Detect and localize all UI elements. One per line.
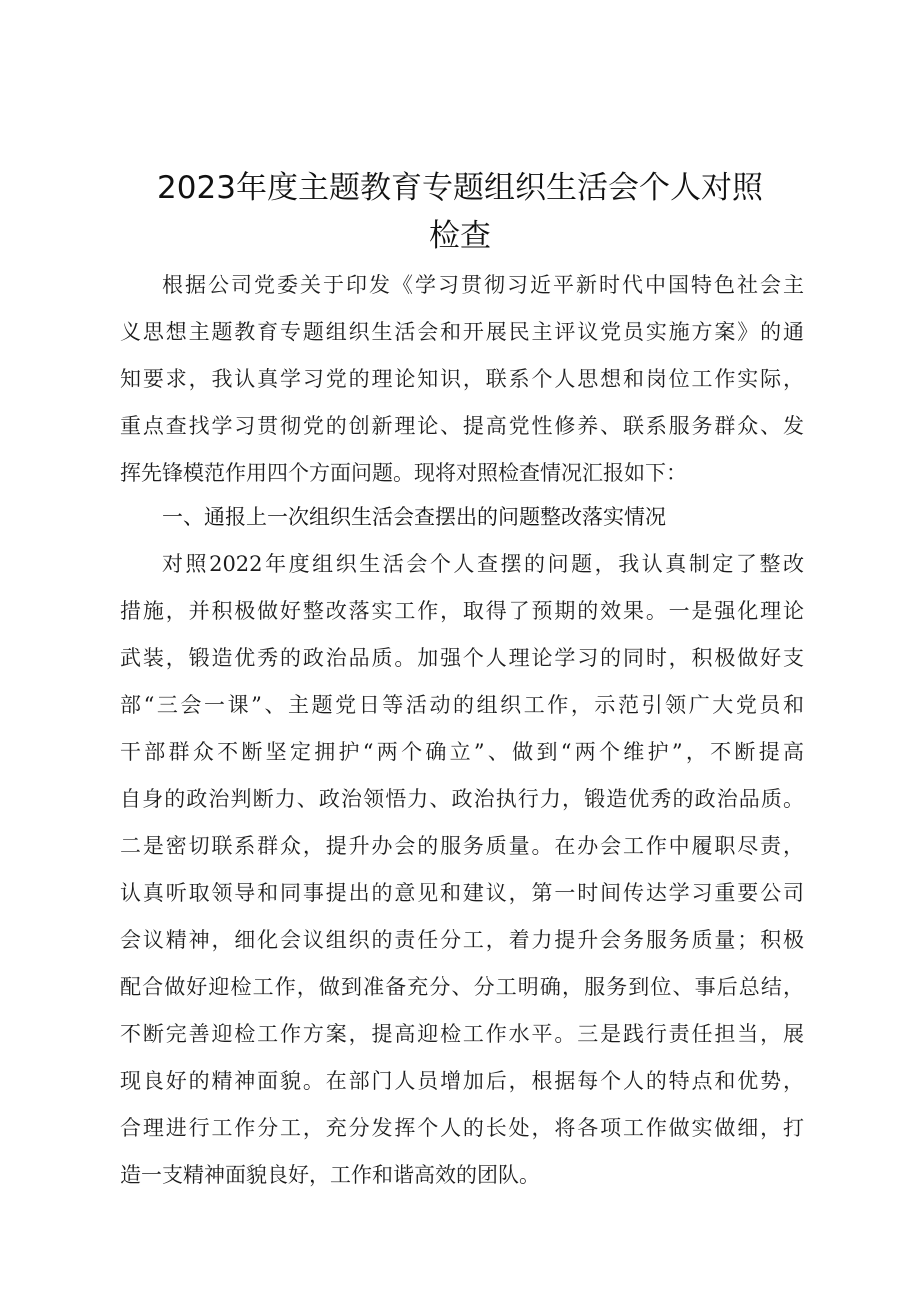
section-1-line: 配合做好迎检工作，做到准备充分、分工明确，服务到位、事后总结， xyxy=(120,975,804,999)
intro-line: 根据公司党委关于印发《学习贯彻习近平新时代中国特色社会主 xyxy=(162,273,804,297)
section-1-line: 认真听取领导和同事提出的意见和建议，第一时间传达学习重要公司 xyxy=(120,881,804,905)
section-1-line: 干部群众不断坚定拥护“两个确立”、做到“两个维护”，不断提高 xyxy=(120,740,804,764)
document-title-line-2: 检查 xyxy=(429,218,491,254)
intro-line: 重点查找学习贯彻党的创新理论、提高党性修养、联系服务群众、发 xyxy=(120,414,804,438)
document-title-line-1: 2023年度主题教育专题组织生活会个人对照 xyxy=(157,170,763,206)
section-1-line: 不断完善迎检工作方案，提高迎检工作水平。三是践行责任担当，展 xyxy=(120,1022,804,1046)
section-1-line: 造一支精神面貌良好，工作和谐高效的团队。 xyxy=(120,1163,540,1187)
section-1-line: 措施，并积极做好整改落实工作，取得了预期的效果。一是强化理论 xyxy=(120,599,804,623)
section-1-heading: 一、通报上一次组织生活会查摆出的问题整改落实情况 xyxy=(162,505,666,529)
section-1-line: 部“三会一课”、主题党日等活动的组织工作，示范引领广大党员和 xyxy=(120,693,804,717)
section-1-line: 对照2022年度组织生活会个人查摆的问题，我认真制定了整改 xyxy=(162,552,804,576)
section-1-line: 武装，锻造优秀的政治品质。加强个人理论学习的同时，积极做好支 xyxy=(120,646,804,670)
section-1-line: 二是密切联系群众，提升办会的服务质量。在办会工作中履职尽责， xyxy=(120,834,804,858)
intro-line: 义思想主题教育专题组织生活会和开展民主评议党员实施方案》的通 xyxy=(120,320,804,344)
intro-line: 知要求，我认真学习党的理论知识，联系个人思想和岗位工作实际， xyxy=(120,367,804,391)
section-1-line: 自身的政治判断力、政治领悟力、政治执行力，锻造优秀的政治品质。 xyxy=(120,787,804,811)
section-1-line: 会议精神，细化会议组织的责任分工，着力提升会务服务质量；积极 xyxy=(120,928,804,952)
section-1-line: 现良好的精神面貌。在部门人员增加后，根据每个人的特点和优势， xyxy=(120,1069,804,1093)
intro-line: 挥先锋模范作用四个方面问题。现将对照检查情况汇报如下： xyxy=(120,461,687,485)
section-1-line: 合理进行工作分工，充分发挥个人的长处，将各项工作做实做细，打 xyxy=(120,1116,804,1140)
